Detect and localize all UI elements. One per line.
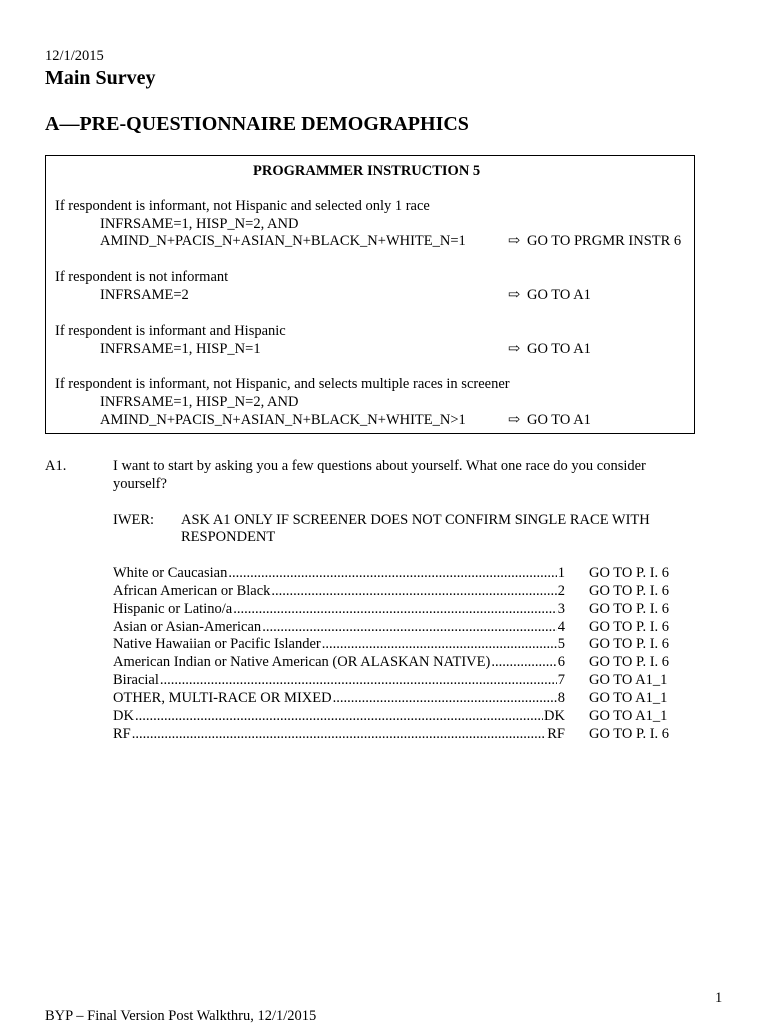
question-text: yourself? bbox=[113, 476, 167, 492]
dot-leader bbox=[333, 690, 557, 707]
iwer-instruction: ASK A1 ONLY IF SCREENER DOES NOT CONFIRM SINGLE RACE WITH bbox=[181, 512, 650, 528]
condition-text: If respondent is informant, not Hispanic, and selects multiple races in screener bbox=[55, 376, 510, 392]
option-label: American Indian or Native American (OR ALASKAN NATIVE) bbox=[113, 654, 491, 670]
answer-option bbox=[113, 565, 565, 582]
option-label: Native Hawaiian or Pacific Islander bbox=[113, 636, 321, 652]
dot-leader bbox=[228, 565, 556, 582]
dot-leader bbox=[160, 672, 557, 689]
option-goto: GO TO P. I. 6 bbox=[589, 583, 670, 599]
goto-instruction bbox=[508, 287, 591, 304]
answer-option bbox=[113, 636, 565, 653]
goto-label: GO TO A1 bbox=[527, 412, 591, 428]
dot-leader bbox=[135, 708, 543, 725]
question-number: A1. bbox=[45, 458, 67, 474]
footer-text: BYP – Final Version Post Walkthru, 12/1/2015 bbox=[45, 1008, 317, 1024]
instruction-heading: PROGRAMMER INSTRUCTION 5 bbox=[253, 163, 481, 179]
page-number: 1 bbox=[715, 990, 723, 1006]
option-code: 6 bbox=[557, 654, 565, 670]
answer-option bbox=[113, 601, 565, 618]
goto-instruction bbox=[508, 341, 591, 358]
option-code: 3 bbox=[557, 601, 565, 617]
option-code: 5 bbox=[557, 636, 565, 652]
answer-option bbox=[113, 708, 565, 725]
condition-line: INFRSAME=2 bbox=[100, 287, 189, 303]
page-title: Main Survey bbox=[45, 67, 156, 89]
condition-line: AMIND_N+PACIS_N+ASIAN_N+BLACK_N+WHITE_N>1 bbox=[100, 412, 466, 428]
goto-label: GO TO A1 bbox=[527, 287, 591, 303]
goto-instruction bbox=[508, 412, 591, 429]
option-goto: GO TO P. I. 6 bbox=[589, 619, 670, 635]
document-date: 12/1/2015 bbox=[45, 48, 104, 64]
option-label: Asian or Asian-American bbox=[113, 619, 262, 635]
dot-leader bbox=[491, 654, 556, 671]
option-goto: GO TO P. I. 6 bbox=[589, 726, 670, 742]
answer-option bbox=[113, 672, 565, 689]
goto-label: GO TO A1 bbox=[527, 341, 591, 357]
answer-option bbox=[113, 690, 565, 707]
option-goto: GO TO A1_1 bbox=[589, 690, 668, 706]
option-label: RF bbox=[113, 726, 131, 742]
question-text: I want to start by asking you a few questions about yourself. What one race do you consider bbox=[113, 458, 646, 474]
section-title: A—PRE-QUESTIONNAIRE DEMOGRAPHICS bbox=[45, 113, 469, 135]
answer-option bbox=[113, 654, 565, 671]
answer-option bbox=[113, 619, 565, 636]
option-goto: GO TO A1_1 bbox=[589, 672, 668, 688]
condition-line: INFRSAME=1, HISP_N=2, AND bbox=[100, 394, 299, 410]
option-label: Hispanic or Latino/a bbox=[113, 601, 233, 617]
dot-leader bbox=[271, 583, 556, 600]
arrow-right-icon: ⇨ bbox=[508, 233, 521, 249]
option-label: Biracial bbox=[113, 672, 159, 688]
dot-leader bbox=[132, 726, 547, 743]
arrow-right-icon: ⇨ bbox=[508, 287, 521, 303]
goto-instruction bbox=[508, 233, 681, 250]
option-label: DK bbox=[113, 708, 134, 724]
option-goto: GO TO P. I. 6 bbox=[589, 565, 670, 581]
option-label: African American or Black bbox=[113, 583, 271, 599]
condition-line: INFRSAME=1, HISP_N=1 bbox=[100, 341, 261, 357]
answer-option bbox=[113, 583, 565, 600]
option-label: OTHER, MULTI-RACE OR MIXED bbox=[113, 690, 332, 706]
condition-line: AMIND_N+PACIS_N+ASIAN_N+BLACK_N+WHITE_N=1 bbox=[100, 233, 466, 249]
option-goto: GO TO A1_1 bbox=[589, 708, 668, 724]
arrow-right-icon: ⇨ bbox=[508, 341, 521, 357]
dot-leader bbox=[233, 601, 557, 618]
iwer-label: IWER: bbox=[113, 512, 155, 528]
iwer-instruction: RESPONDENT bbox=[181, 529, 276, 545]
condition-text: If respondent is informant, not Hispanic and selected only 1 race bbox=[55, 198, 430, 214]
option-code: 7 bbox=[557, 672, 565, 688]
option-goto: GO TO P. I. 6 bbox=[589, 636, 670, 652]
condition-line: INFRSAME=1, HISP_N=2, AND bbox=[100, 216, 299, 232]
dot-leader bbox=[262, 619, 557, 636]
option-code: 8 bbox=[557, 690, 565, 706]
option-code: RF bbox=[547, 726, 565, 742]
arrow-right-icon: ⇨ bbox=[508, 412, 521, 428]
goto-label: GO TO PRGMR INSTR 6 bbox=[527, 233, 682, 249]
dot-leader bbox=[322, 636, 557, 653]
option-code: 4 bbox=[557, 619, 565, 635]
option-code: 2 bbox=[557, 583, 565, 599]
option-goto: GO TO P. I. 6 bbox=[589, 601, 670, 617]
option-code: DK bbox=[544, 708, 565, 724]
condition-text: If respondent is not informant bbox=[55, 269, 229, 285]
answer-option bbox=[113, 726, 565, 743]
option-label: White or Caucasian bbox=[113, 565, 228, 581]
condition-text: If respondent is informant and Hispanic bbox=[55, 323, 286, 339]
option-code: 1 bbox=[557, 565, 565, 581]
option-goto: GO TO P. I. 6 bbox=[589, 654, 670, 670]
